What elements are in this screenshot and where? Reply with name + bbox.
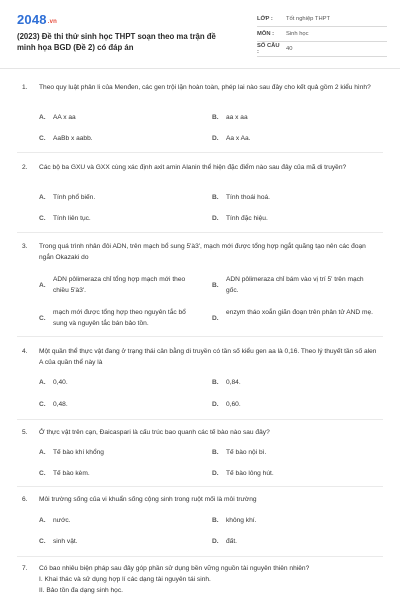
question-number: 7.	[22, 565, 28, 572]
question-number: 3.	[22, 243, 28, 250]
option-letter: C.	[39, 135, 46, 142]
option-text: sinh vật.	[53, 538, 78, 545]
option-letter: D.	[212, 215, 219, 222]
option-text: không khí.	[226, 517, 257, 524]
meta-row-subject	[257, 27, 387, 42]
page-header	[0, 0, 400, 66]
question-divider	[17, 556, 383, 557]
option-text: Tế bào kèm.	[53, 470, 90, 477]
question-stem: Có bao nhiêu biện pháp sau đây góp phần sử dụng bền vững nguồn tài nguyên thiên nhiên?	[39, 565, 310, 572]
question-stem: Môi trường sống của vi khuẩn sống cộng sinh trong ruột mối là môi trường	[39, 496, 257, 503]
option-text: 0,84.	[226, 379, 241, 386]
question-number: 1.	[22, 84, 28, 91]
exam-meta	[257, 12, 387, 57]
option-text: ADN pôlimeraza chỉ bám vào vị trí 5' trên mạch gốc.	[226, 276, 364, 294]
option-text: ADN pôlimeraza chỉ tổng hợp mạch mới theo chiều 5'à3'.	[53, 276, 186, 294]
question-number: 6.	[22, 496, 28, 503]
option-text: Tính đặc hiệu.	[226, 215, 268, 222]
question-divider	[17, 232, 383, 233]
question-stem: Trong quá trình nhân đôi ADN, trên mạch bổ sung 5'à3', mạch mới được tổng hợp ngắt quãng tạo nên các đoạn ngắn Okazaki do	[39, 243, 366, 261]
option-letter: D.	[212, 401, 219, 408]
option-letter: A.	[39, 379, 46, 386]
option-text: 0,40.	[53, 379, 68, 386]
question-divider	[17, 419, 383, 420]
option-letter: A.	[39, 194, 46, 201]
option-text: 0,60.	[226, 401, 241, 408]
statement-text: I. Khai thác và sử dụng hợp lí các dạng tài nguyên tái sinh.	[39, 576, 211, 583]
statement-text: II. Bảo tồn đa dạng sinh học.	[39, 587, 123, 594]
question-divider	[17, 486, 383, 487]
option-text: aa x aa	[226, 114, 248, 121]
question-divider	[17, 152, 383, 153]
option-text: AA x aa	[53, 114, 76, 121]
meta-key: LỚP :	[257, 16, 273, 22]
option-letter: B.	[212, 379, 219, 386]
question-stem: Theo quy luật phân li của Menđen, các gen trội lặn hoàn toàn, phép lai nào sau đây cho kết quả gồm 2 kiểu hình?	[39, 84, 371, 91]
option-text: Tế bào lông hút.	[226, 470, 274, 477]
option-text: AaBb x aabb.	[53, 135, 93, 142]
option-letter: D.	[212, 538, 219, 545]
meta-key: SỐ CÂU :	[257, 43, 280, 55]
option-letter: D.	[212, 470, 219, 477]
option-text: Aa x Aa.	[226, 135, 251, 142]
meta-value: Sinh học	[286, 31, 309, 37]
question-stem: Các bộ ba GXU và GXX cùng xác định axit amin Alanin thể hiện đặc điểm nào sau đây của mã di truyền?	[39, 164, 347, 171]
meta-row-class	[257, 12, 387, 27]
option-letter: A.	[39, 449, 46, 456]
option-letter: B.	[212, 114, 219, 121]
question-number: 4.	[22, 348, 28, 355]
header-divider	[0, 68, 400, 69]
option-text: mạch mới được tổng hợp theo nguyên tắc bổ sung và nguyên tắc bán bảo tồn.	[53, 309, 186, 327]
option-text: 0,48.	[53, 401, 68, 408]
question-number: 5.	[22, 429, 28, 436]
logo-domain: .vn	[47, 19, 58, 25]
option-letter: B.	[212, 449, 219, 456]
question-divider	[17, 336, 383, 337]
question-number: 2.	[22, 164, 28, 171]
option-letter: C.	[39, 538, 46, 545]
option-text: Tính phổ biến.	[53, 194, 96, 201]
option-letter: C.	[39, 315, 46, 322]
option-letter: D.	[212, 315, 219, 322]
site-logo[interactable]	[17, 12, 57, 27]
exam-title: (2023) Đề thi thử sinh học THPT soạn theo ma trận đề minh họa BGD (Đề 2) có đáp án	[17, 32, 216, 52]
option-letter: B.	[212, 517, 219, 524]
meta-key: MÔN :	[257, 31, 275, 37]
option-letter: B.	[212, 194, 219, 201]
option-letter: A.	[39, 517, 46, 524]
option-letter: A.	[39, 114, 46, 121]
option-text: Tính thoái hoá.	[226, 194, 270, 201]
meta-value: Tốt nghiệp THPT	[286, 16, 331, 22]
question-stem: Ở thực vật trên cạn, Đaicaspari là cấu trúc bao quanh các tế bào nào sau đây?	[39, 429, 270, 436]
option-letter: D.	[212, 135, 219, 142]
option-text: enzym tháo xoắn giãn đoạn trên phân tử AND mẹ.	[226, 309, 374, 316]
option-letter: B.	[212, 282, 219, 289]
option-text: nước.	[53, 517, 71, 524]
logo-text: 2048	[17, 12, 47, 27]
option-letter: C.	[39, 401, 46, 408]
meta-row-count	[257, 42, 387, 57]
option-letter: C.	[39, 470, 46, 477]
option-text: Tế bào nội bì.	[226, 449, 267, 456]
option-text: Tế bào khí khổng	[53, 449, 104, 456]
option-text: đất.	[226, 538, 237, 545]
meta-value: 40	[286, 46, 293, 52]
option-letter: A.	[39, 282, 46, 289]
option-text: Tính liên tục.	[53, 215, 91, 222]
option-letter: C.	[39, 215, 46, 222]
question-stem: Một quần thể thực vật đang ở trạng thái cân bằng di truyền có tần số kiểu gen aa là 0,16. Theo lý thuyết tần số alen A của quần thể này là	[39, 348, 377, 366]
